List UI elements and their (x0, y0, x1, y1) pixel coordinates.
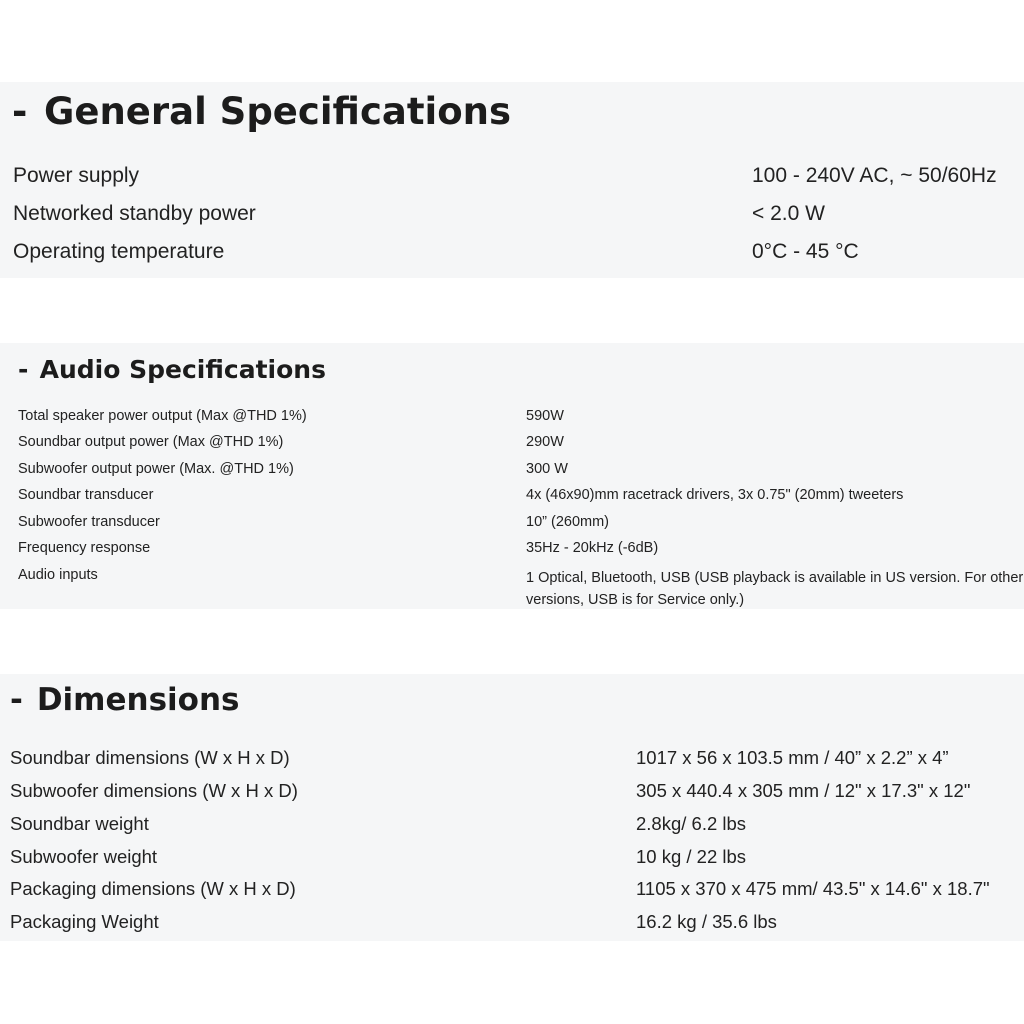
spec-value: 10” (260mm) (526, 514, 609, 530)
dimensions-section (0, 674, 1024, 941)
audio-specifications-section (0, 343, 1024, 609)
spec-value: 305 x 440.4 x 305 mm / 12" x 17.3" x 12" (636, 780, 971, 801)
section-title (18, 355, 326, 384)
spec-value: 10 kg / 22 lbs (636, 846, 747, 867)
spec-label: Power supply (13, 164, 140, 187)
spec-value: 4x (46x90)mm racetrack drivers, 3x 0.75" (20mm) tweeters (526, 487, 904, 503)
spec-label: Subwoofer dimensions (W x H x D) (10, 780, 298, 801)
spec-value: 0°C - 45 °C (752, 240, 859, 263)
section-title-text: Audio Specifications (39, 355, 326, 384)
section-title (12, 90, 511, 133)
section-dash: - (12, 90, 28, 133)
spec-label: Audio inputs (18, 567, 98, 583)
spec-label: Soundbar output power (Max @THD 1%) (18, 434, 284, 450)
spec-value: 1 Optical, Bluetooth, USB (USB playback is available in US version. For other versions, USB is for Service only.) (526, 570, 1024, 608)
spec-label: Soundbar weight (10, 813, 149, 834)
spec-value: 300 W (526, 461, 568, 477)
spec-label: Packaging Weight (10, 911, 159, 932)
spec-label: Subwoofer output power (Max. @THD 1%) (18, 461, 294, 477)
spec-label: Subwoofer transducer (18, 514, 160, 530)
general-specifications-section (0, 82, 1024, 278)
section-dash: - (10, 682, 23, 718)
spec-value: 2.8kg/ 6.2 lbs (636, 813, 747, 834)
spec-value: 590W (526, 408, 564, 424)
section-title-text: General Specifications (44, 90, 511, 133)
spec-label: Soundbar dimensions (W x H x D) (10, 747, 290, 768)
section-title (10, 682, 239, 718)
spec-label: Frequency response (18, 540, 151, 556)
spec-label: Soundbar transducer (18, 487, 154, 503)
spec-value: 1017 x 56 x 103.5 mm / 40” x 2.2” x 4” (636, 747, 949, 768)
spec-label: Operating temperature (13, 240, 225, 263)
spec-value: 100 - 240V AC, ~ 50/60Hz (752, 164, 997, 187)
spec-value: 290W (526, 434, 564, 450)
spec-label: Subwoofer weight (10, 846, 158, 867)
spec-value: < 2.0 W (752, 202, 825, 225)
spec-label: Packaging dimensions (W x H x D) (10, 878, 296, 899)
section-dash: - (18, 355, 29, 384)
spec-value: 35Hz - 20kHz (-6dB) (526, 540, 659, 556)
spec-label: Networked standby power (13, 202, 256, 225)
spec-value: 16.2 kg / 35.6 lbs (636, 911, 777, 932)
section-title-text: Dimensions (36, 682, 240, 718)
spec-label: Total speaker power output (Max @THD 1%) (18, 408, 307, 424)
spec-value: 1105 x 370 x 475 mm/ 43.5" x 14.6" x 18.7" (636, 878, 990, 899)
